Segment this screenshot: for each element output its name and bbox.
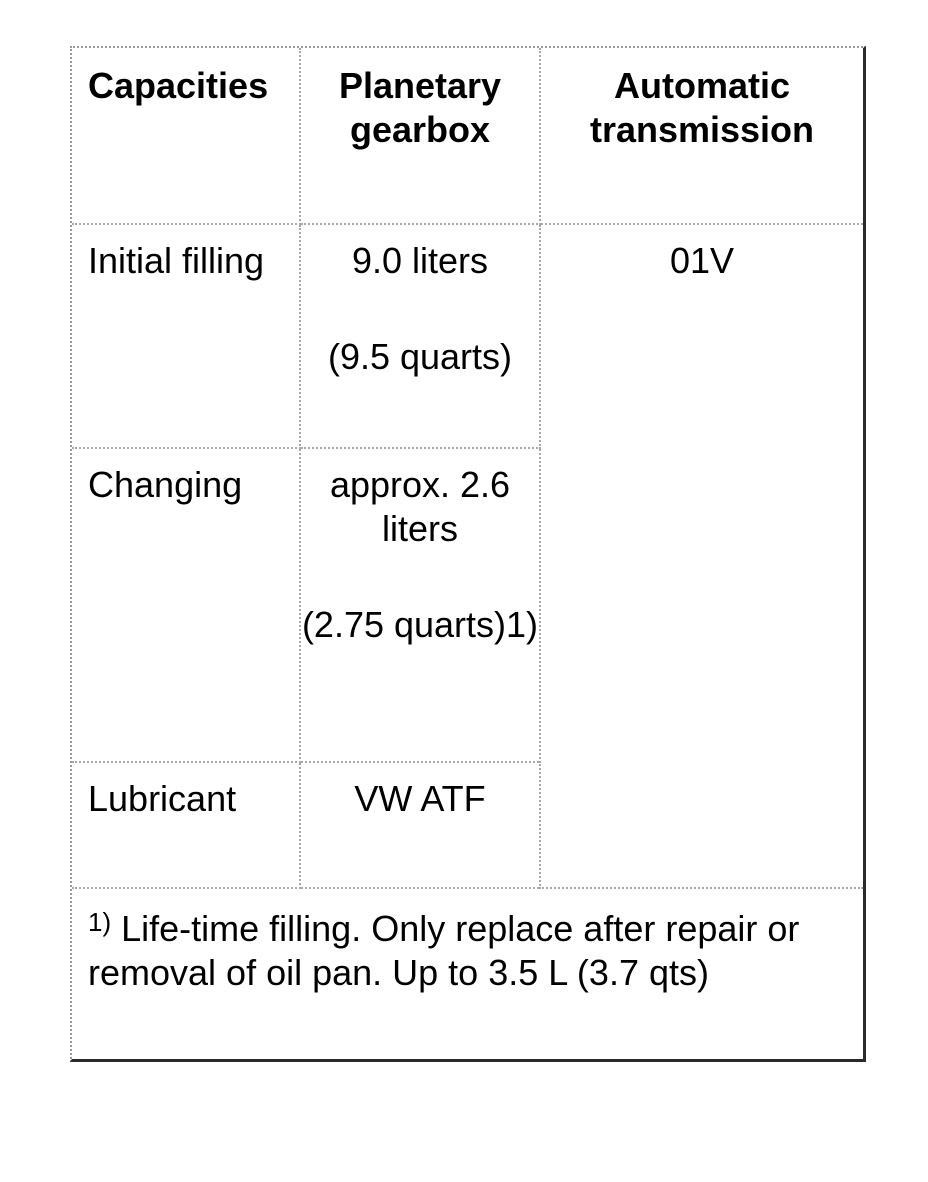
footnote-text: Life-time filling. Only replace after repair or removal of oil pan. Up to 3.5 L (3.7 qts) (88, 908, 800, 993)
row-label-changing (72, 448, 300, 762)
initial-filling-label: Initial filling (88, 240, 265, 281)
header-automatic-transmission (540, 48, 863, 224)
capacities-table (72, 48, 863, 1064)
lubricant-value: VW ATF (354, 778, 486, 819)
changing-liters: approx. 2.6 liters (329, 464, 511, 549)
table-header-row (72, 48, 863, 224)
initial-filling-quarts: (9.5 quarts) (327, 336, 513, 377)
footnote-cell (72, 888, 863, 1064)
header-planetary-gearbox (300, 48, 540, 224)
header-automatic-transmission-label: Automatic transmission (589, 65, 815, 150)
lubricant-value-cell (300, 762, 540, 888)
capacities-table-frame (70, 46, 866, 1062)
changing-quarts: (2.75 quarts)1) (301, 604, 539, 645)
header-capacities (72, 48, 300, 224)
changing-value-cell (300, 448, 540, 762)
table-footnote-row (72, 888, 863, 1064)
header-capacities-label: Capacities (88, 65, 269, 106)
header-planetary-gearbox-label: Planetary gearbox (338, 65, 502, 150)
initial-filling-value-cell (300, 224, 540, 448)
table-row-initial-filling (72, 224, 863, 448)
row-label-lubricant (72, 762, 300, 888)
footnote-marker: 1) (88, 907, 112, 937)
row-label-initial-filling (72, 224, 300, 448)
transmission-code-cell (540, 224, 863, 888)
changing-label: Changing (88, 464, 243, 505)
initial-filling-liters: 9.0 liters (351, 240, 489, 281)
lubricant-label: Lubricant (88, 778, 237, 819)
transmission-code: 01V (669, 240, 735, 281)
